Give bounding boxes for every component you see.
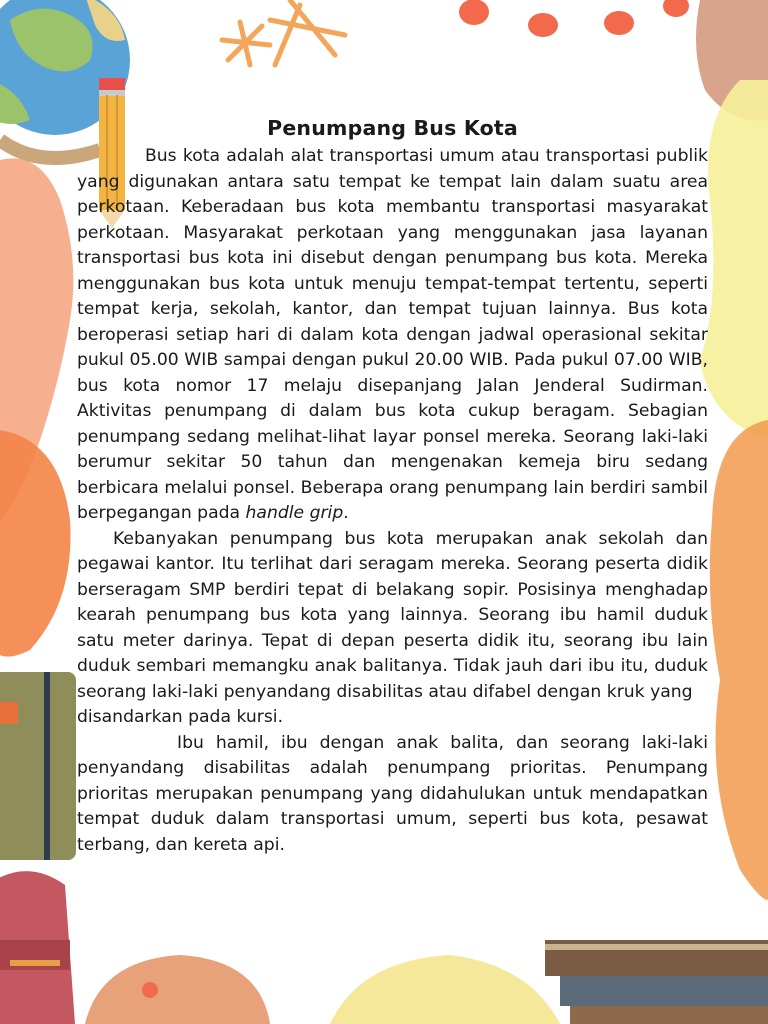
paragraph-1 bbox=[77, 144, 708, 527]
document-body bbox=[77, 114, 708, 858]
paragraph-2 bbox=[77, 527, 708, 706]
page-title: Penumpang Bus Kota bbox=[267, 116, 518, 140]
backpack-icon bbox=[0, 871, 75, 1024]
notebook-icon bbox=[0, 672, 76, 860]
sparkle-icon bbox=[222, 0, 345, 65]
paragraph-3: Ibu hamil, ibu dengan anak balita, dan seorang laki-laki penyandang disabilitas adalah penumpang prioritas. Penumpang prioritas merupakan penumpang yang didahulukan untuk mendapatkan tempat duduk dalam transportasi umum, seperti bus kota, pesawat terbang, dan kereta api. bbox=[77, 732, 708, 855]
paragraph-1-end: . bbox=[343, 503, 349, 523]
books-icon bbox=[545, 940, 768, 1024]
paragraph-1-text: Bus kota adalah alat transportasi umum atau transportasi publik yang digunakan antara satu tempat ke tempat lain dalam suatu area perkotaan. Keberadaan bus kota membantu transportasi masyarakat perkotaan. Masyarakat perkotaan yang menggunakan jasa layanan transportasi bus kota ini disebut dengan penumpang bus kota. Mereka menggunakan bus kota untuk menuju tempat-tempat tertentu, seperti tempat kerja, sekolah, kantor, dan tempat tujuan lainnya. Bus kota beroperasi setiap hari di dalam kota dengan jadwal operasional sekitar pukul 05.00 WIB sampai dengan pukul 20.00 WIB. Pada pukul 07.00 WIB, bus kota nomor 17 melaju disepanjang Jalan Jenderal Sudirman. Aktivitas penumpang di dalam bus kota cukup beragam. Sebagian penumpang sedang melihat-lihat layar ponsel mereka. Seorang laki-laki berumur sekitar 50 tahun dan mengenakan kemeja biru sedang berbicara melalui ponsel. Beberapa orang penumpang lain berdiri sambil berpegangan pada bbox=[77, 146, 708, 523]
paragraph-1-italic: handle grip bbox=[245, 503, 344, 523]
decorative-dots bbox=[459, 0, 689, 37]
paragraph-2-break: disandarkan pada kursi. bbox=[77, 707, 284, 727]
paragraph-2-text: Kebanyakan penumpang bus kota merupakan anak sekolah dan pegawai kantor. Itu terlihat dari seragam mereka. Seorang peserta didik berseragam SMP berdiri tepat di belakang sopir. Posisinya menghadap kearah penumpang bus kota yang lainnya. Seorang ibu hamil duduk satu meter darinya. Tepat di depan peserta didik itu, seorang ibu lain duduk sembari memangku anak balitanya. Tidak jauh dari ibu itu, duduk seorang laki-laki penyandang disabilitas atau difabel dengan kruk yang bbox=[77, 528, 708, 702]
